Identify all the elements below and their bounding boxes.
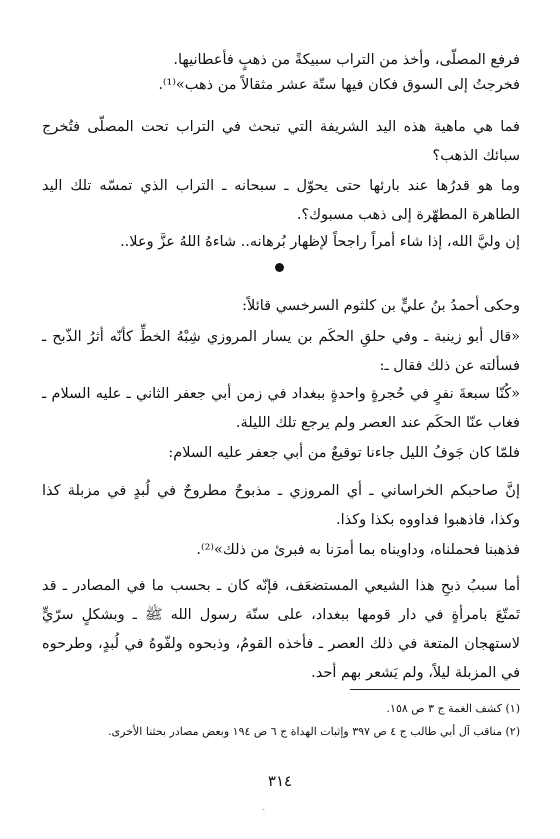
paragraph-8: «كُنّا سبعةَ نفرٍ في حُجرةٍ واحدةٍ ببغداد في زمن أبي جعفر الثاني ـ عليه السلام ـ فغاب عنّا الحكَم عند العصر ولم يرجع تلك الليلة. <box>42 386 520 431</box>
paragraph-4: وما هو قدرُها عند بارئها حتى يحوّل ـ سبحانه ـ التراب الذي تمسّه تلك اليد الطاهرة المطهّرة إلى ذهب مسبوك؟. <box>42 178 520 223</box>
paragraph-3: فما هي ماهية هذه اليد الشريفة التي تبحث في التراب تحت المصلّى فتُخرج سبائك الذهب؟ <box>42 119 520 164</box>
paragraph-6: وحكى أحمدُ بنُ عليٍّ بن كلثوم السرخسي قائلاً: <box>242 298 520 314</box>
footnote-separator <box>350 689 520 690</box>
page-bottom-mark: ˎ <box>262 800 266 811</box>
paragraph-7: «قال أبو زينبة ـ وفي حلقِ الحكَم بن يسار المروزي شِبْهُ الخطِّ كأنّه أثرُ الذّبح ـ فسألته عن ذلك فقال ـ: <box>42 329 520 374</box>
paragraph-10: إنَّ صاحبكم الخراساني ـ أي المروزي ـ مذبوحٌ مطروحٌ في لُبدٍ في مزبلة كذا وكذا، فاذهبوا فداووه بكذا وكذا. <box>42 483 520 528</box>
paragraph-12: أما سببُ ذبحِ هذا الشيعي المستضعَف، فإنّه كان ـ بحسب ما في المصادر ـ قد تَمتّعَ بامرأةٍ في دار قومها ببغداد، على سنّة رسول الله ﷺ ـ وبشكلٍ سرّيٍّ لاستهجان المتعة في ذلك العصر ـ فأخذه القومُ، وذبحوه ولفّوهُ في لُبدٍ، وطرحوه في المزبلة ليلاً، ولم يَشعر بهم أحد. <box>42 578 520 681</box>
paragraph-9: فلمّا كان جَوفُ الليل جاءنا توقيعٌ من أبي جعفر عليه السلام: <box>168 445 520 461</box>
footnote-2: (٢) مناقب آل أبي طالب ج ٤ ص ٣٩٧ وإثبات الهداة ج ٦ ص ١٩٤ وبعض مصادر بحثنا الأخرى. <box>108 725 520 738</box>
paragraph-11: فذهبنا فحملناه، وداويناه بما أمرَنا به فبرئ من ذلك»⁽²⁾. <box>196 542 520 558</box>
footnote-1: (١) كشف الغمة ج ٣ ص ١٥٨. <box>386 702 520 715</box>
paragraph-2: فخرجتُ إلى السوق فكان فيها ستّة عشر مثقالاً من ذهب»⁽¹⁾. <box>158 77 520 93</box>
page-number: ٣١٤ <box>267 772 293 790</box>
paragraph-1: فرفع المصلّى، وأخذ من التراب سبيكةً من ذهبٍ فأعطانيها. <box>173 52 520 68</box>
paragraph-5: إن وليَّ الله، إذا شاء أمراً راجحاً لإظهار بُرهانه.. شاءهُ اللهُ عزَّ وعلا.. <box>120 234 520 250</box>
section-separator-dot <box>275 263 284 272</box>
